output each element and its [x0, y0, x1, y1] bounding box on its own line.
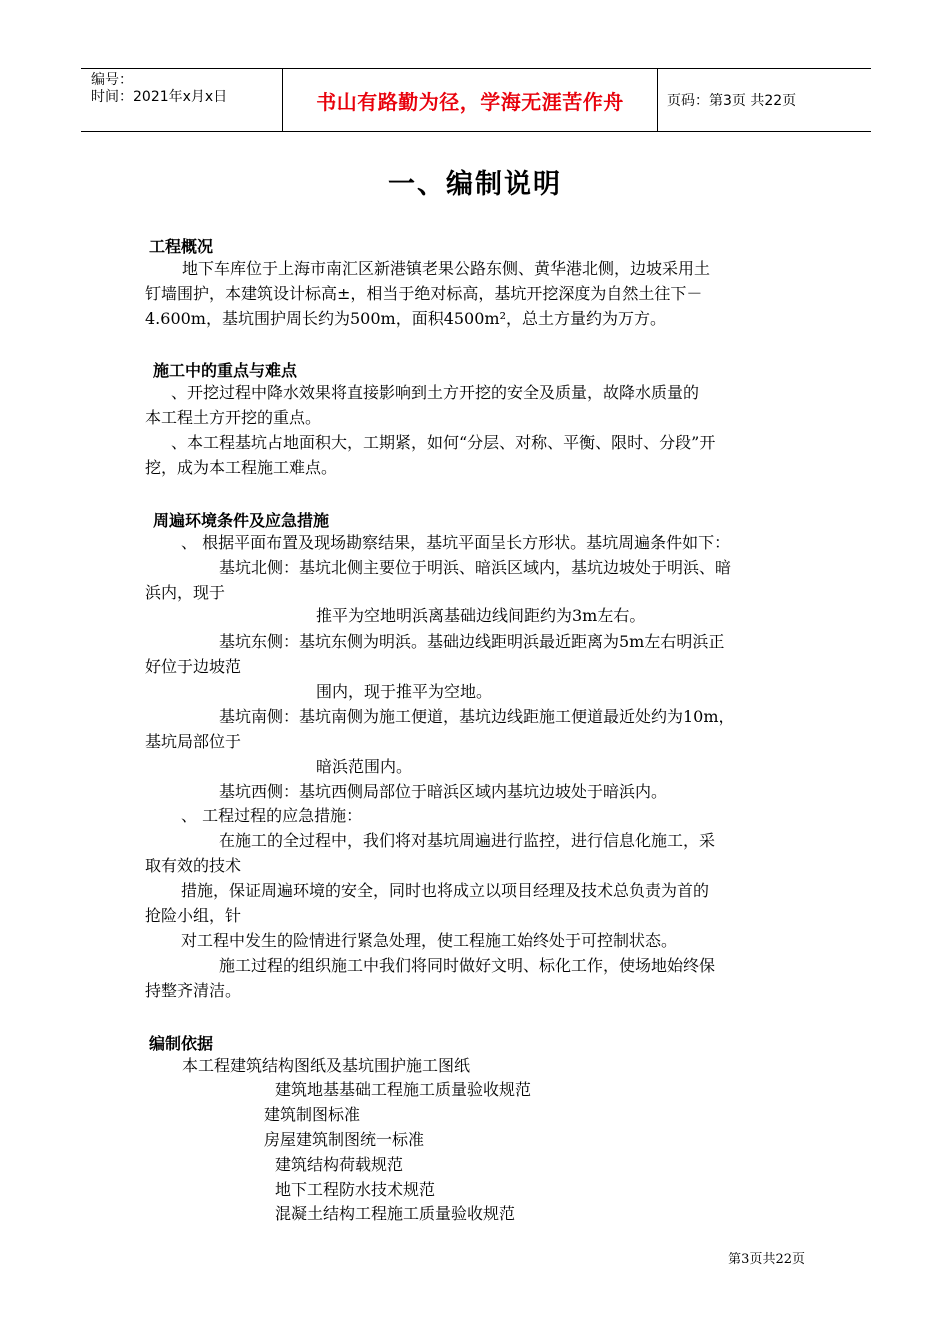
environment-line: 暗浜范围内。 [316, 757, 413, 776]
page-footer: 第3页共22页 [728, 1252, 805, 1267]
key-points-line: 本工程土方开挖的重点。 [145, 408, 322, 427]
page-title: 一、编制说明 [388, 169, 562, 200]
environment-line: 措施，保证周遍环境的安全，同时也将成立以项目经理及技术总负责为首的 [181, 881, 710, 900]
environment-line: 取有效的技术 [145, 856, 242, 875]
page-header [81, 68, 871, 132]
key-points-line: 、开挖过程中降水效果将直接影响到土方开挖的安全及质量，故降水质量的 [171, 383, 700, 402]
environment-line: 施工过程的组织施工中我们将同时做好文明、标化工作，使场地始终保 [219, 956, 716, 975]
header-number-label: 编号： [91, 72, 133, 88]
environment-line: 围内，现于推平为空地。 [316, 682, 493, 701]
section-heading-overview: 工程概况 [149, 237, 214, 256]
environment-line: 持整齐清洁。 [145, 981, 242, 1000]
environment-line: 推平为空地明浜离基础边线间距约为3m左右。 [316, 606, 646, 625]
environment-line: 、 根据平面布置及现场勘察结果，基坑平面呈长方形状。基坑周遍条件如下： [181, 533, 731, 552]
environment-line: 基坑东侧：基坑东侧为明浜。基础边线距明浜最近距离为5m左右明浜正 [219, 632, 725, 651]
basis-item: 地下工程防水技术规范 [275, 1180, 436, 1199]
header-meta [81, 69, 282, 131]
section-heading-basis: 编制依据 [149, 1034, 214, 1053]
environment-line: 、 工程过程的应急措施： [181, 806, 363, 825]
header-motto: 书山有路勤为径，学海无涯苦作舟 [316, 89, 624, 114]
environment-line: 好位于边坡范 [145, 657, 242, 676]
header-time-label: 时间：2021年x月x日 [91, 89, 228, 105]
section-heading-environment: 周遍环境条件及应急措施 [153, 511, 330, 530]
basis-item: 混凝土结构工程施工质量验收规范 [275, 1204, 516, 1223]
environment-line: 基坑局部位于 [145, 732, 242, 751]
environment-line: 浜内，现于 [145, 583, 226, 602]
basis-item: 建筑地基基础工程施工质量验收规范 [275, 1080, 532, 1099]
environment-line: 基坑西侧：基坑西侧局部位于暗浜区域内基坑边坡处于暗浜内。 [219, 782, 668, 801]
overview-line: 钉墙围护，本建筑设计标高±，相当于绝对标高，基坑开挖深度为自然土往下－ [145, 284, 703, 303]
overview-line: 4.600m，基坑围护周长约为500m，面积4500m²，总土方量约为万方。 [145, 309, 666, 328]
environment-line: 对工程中发生的险情进行紧急处理，使工程施工始终处于可控制状态。 [181, 931, 678, 950]
environment-line: 基坑南侧：基坑南侧为施工便道，基坑边线距施工便道最近处约为10m， [219, 707, 735, 726]
environment-line: 在施工的全过程中，我们将对基坑周遍进行监控，进行信息化施工，采 [219, 831, 716, 850]
header-page-cell [657, 69, 871, 131]
key-points-line: 挖，成为本工程施工难点。 [145, 458, 338, 477]
environment-line: 抢险小组，针 [145, 906, 242, 925]
header-page-info: 页码：第3页 共22页 [667, 93, 797, 109]
overview-line: 地下车库位于上海市南汇区新港镇老果公路东侧、黄华港北侧，边坡采用土 [182, 259, 711, 278]
key-points-line: 、本工程基坑占地面积大，工期紧，如何“分层、对称、平衡、限时、分段”开 [171, 433, 716, 452]
section-heading-key-points: 施工中的重点与难点 [153, 361, 298, 380]
basis-item: 建筑制图标准 [264, 1105, 361, 1124]
basis-item: 房屋建筑制图统一标准 [264, 1130, 425, 1149]
environment-line: 基坑北侧：基坑北侧主要位于明浜、暗浜区域内，基坑边坡处于明浜、暗 [219, 558, 732, 577]
header-motto-cell [282, 69, 658, 131]
basis-item: 建筑结构荷载规范 [275, 1155, 404, 1174]
basis-item: 本工程建筑结构图纸及基坑围护施工图纸 [182, 1056, 471, 1075]
